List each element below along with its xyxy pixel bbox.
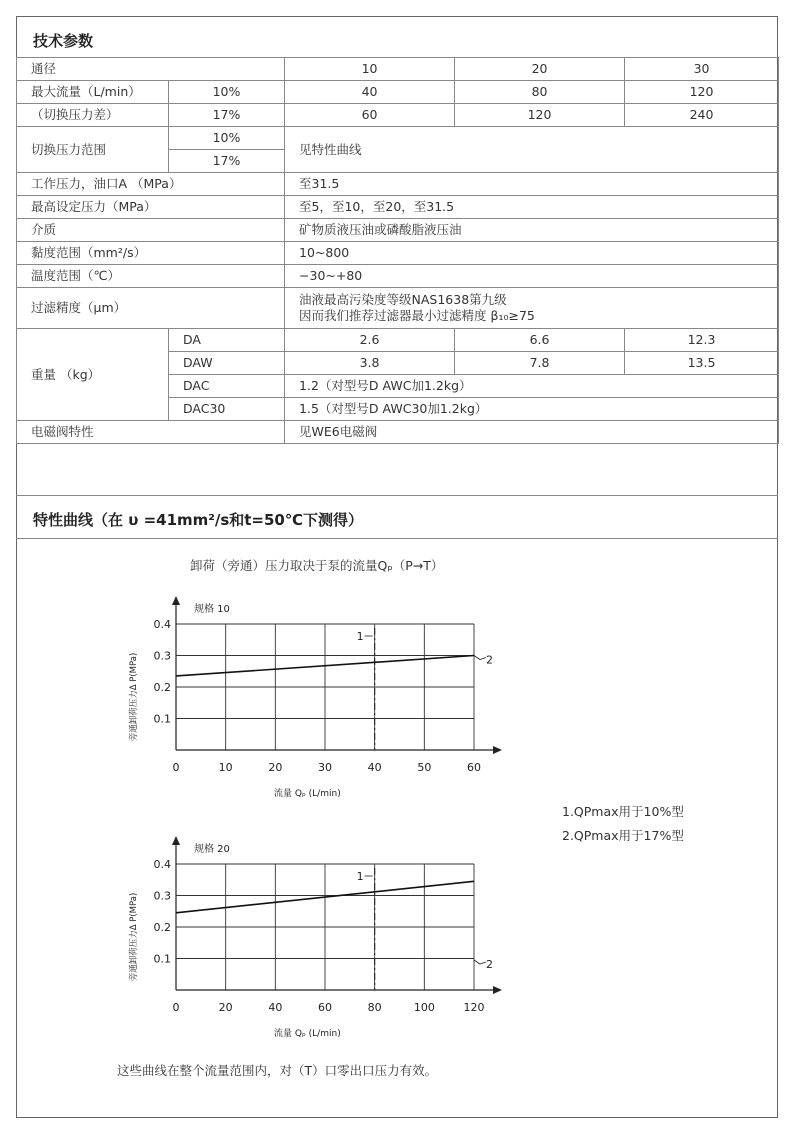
limit-label-1: 1: [356, 870, 364, 883]
footer-note: 这些曲线在整个流量范围内，对（T）口零出口压力有效。: [117, 1063, 438, 1078]
chart-size-10: [110, 596, 530, 811]
x-tick-label: 0: [172, 1001, 180, 1014]
cell-pct: 10%: [169, 127, 285, 150]
note-1: 1.QPmax用于10%型: [562, 804, 684, 819]
row-label: 最大流量（L/min）: [17, 81, 169, 104]
x-axis-arrow: [493, 746, 502, 754]
x-tick-label: 60: [467, 761, 481, 774]
x-tick-label: 60: [318, 1001, 332, 1014]
table-row: [17, 81, 779, 104]
row-label: 重量 （kg）: [17, 329, 169, 421]
y-tick-label: 0.2: [153, 681, 171, 694]
y-tick-label: 0.4: [153, 858, 171, 871]
cell-value: 12.3: [625, 329, 779, 352]
y-tick-label: 0.2: [153, 921, 171, 934]
series-leader-2: [474, 960, 486, 964]
cell-value: 20: [455, 58, 625, 81]
cell-value: 见WE6电磁阀: [285, 421, 779, 444]
table-row: [17, 173, 779, 196]
y-tick-label: 0.3: [153, 889, 171, 903]
table-row: [17, 242, 779, 265]
divider: [16, 495, 778, 496]
x-tick-label: 100: [413, 1001, 435, 1014]
row-label: 最高设定压力（MPa）: [17, 196, 285, 219]
table-row: [17, 219, 779, 242]
cell-value: 1.2（对型号D AWC加1.2kg）: [285, 375, 779, 398]
section-title-curves: 特性曲线（在 υ =41mm²/s和t=50℃下测得）: [33, 511, 364, 529]
limit-label-1: 1: [356, 630, 364, 643]
chart-title: 卸荷（旁通）压力取决于泵的流量Qₚ（P→T）: [190, 558, 444, 573]
cell-value: 6.6: [455, 329, 625, 352]
table-row: [17, 288, 779, 329]
cell-model: DAW: [169, 352, 285, 375]
cell-model: DAC: [169, 375, 285, 398]
chart-subtitle: 规格 20: [194, 844, 230, 855]
y-axis-arrow: [172, 596, 180, 605]
note-2: 2.QPmax用于17%型: [562, 828, 684, 843]
x-tick-label: 50: [417, 761, 432, 774]
x-axis-label: 流量 Qₚ (L/min): [274, 789, 341, 799]
section-title-tech: 技术参数: [33, 32, 94, 50]
cell-value: −30~+80: [285, 265, 779, 288]
table-row: [17, 265, 779, 288]
x-tick-label: 30: [318, 761, 332, 774]
table-row: [17, 421, 779, 444]
cell-pct: 17%: [169, 150, 285, 173]
cell-value: 120: [455, 104, 625, 127]
row-label: 介质: [17, 219, 285, 242]
spec-table: [16, 57, 779, 444]
row-label: 温度范围（℃）: [17, 265, 285, 288]
cell-value: 1.5（对型号D AWC30加1.2kg）: [285, 398, 779, 421]
series-label-2: 2: [486, 958, 493, 971]
cell-value: 7.8: [455, 352, 625, 375]
cell-value: 2.6: [285, 329, 455, 352]
x-tick-label: 0: [172, 761, 180, 774]
y-tick-label: 0.4: [153, 618, 171, 631]
y-tick-label: 0.1: [153, 712, 171, 726]
x-tick-label: 20: [268, 761, 283, 774]
chart-size-20: [110, 836, 530, 1051]
cell-value: 至31.5: [285, 173, 779, 196]
x-tick-label: 40: [268, 1001, 283, 1014]
y-axis-label: 旁通卸荷压力Δ P(MPa): [129, 652, 139, 742]
series-leader-2: [474, 656, 486, 660]
row-label: （切换压力差）: [17, 104, 169, 127]
cell-value: 30: [625, 58, 779, 81]
cell-value: 矿物质液压油或磷酸脂液压油: [285, 219, 779, 242]
row-label: 切换压力范围: [17, 127, 169, 173]
y-axis-arrow: [172, 836, 180, 845]
table-row: [17, 58, 779, 81]
row-label: 黏度范围（mm²/s）: [17, 242, 285, 265]
table-row: [17, 329, 779, 352]
row-label: 过滤精度（μm）: [17, 288, 285, 329]
cell-value: 40: [285, 81, 455, 104]
chart-subtitle: 规格 10: [194, 604, 230, 615]
cell-model: DAC30: [169, 398, 285, 421]
cell-value: 120: [625, 81, 779, 104]
table-row: [17, 127, 779, 150]
table-row: [17, 104, 779, 127]
cell-value: 10: [285, 58, 455, 81]
row-label: 通径: [17, 58, 285, 81]
x-axis-arrow: [493, 986, 502, 994]
row-label: 电磁阀特性: [17, 421, 285, 444]
cell-value: 240: [625, 104, 779, 127]
cell-value: 60: [285, 104, 455, 127]
cell-value: 80: [455, 81, 625, 104]
cell-value: 见特性曲线: [285, 127, 779, 173]
cell-value: [285, 288, 779, 329]
cell-value: 13.5: [625, 352, 779, 375]
cell-value: 3.8: [285, 352, 455, 375]
y-axis-label: 旁通卸荷压力Δ P(MPa): [129, 892, 139, 982]
cell-value: 10~800: [285, 242, 779, 265]
x-axis-label: 流量 Qₚ (L/min): [274, 1029, 341, 1039]
cell-model: DA: [169, 329, 285, 352]
x-tick-label: 120: [463, 1001, 485, 1014]
divider: [16, 538, 778, 539]
row-label: 工作压力，油口A （MPa）: [17, 173, 285, 196]
table-row: [17, 196, 779, 219]
y-tick-label: 0.1: [153, 952, 171, 966]
x-tick-label: 20: [218, 1001, 233, 1014]
filter-line-1: 油液最高污染度等级NAS1638第九级: [299, 292, 507, 307]
x-tick-label: 10: [218, 761, 233, 774]
cell-pct: 17%: [169, 104, 285, 127]
y-tick-label: 0.3: [153, 649, 171, 663]
x-tick-label: 40: [367, 761, 382, 774]
filter-line-2: 因而我们推荐过滤器最小过滤精度 β₁₀≥75: [299, 308, 535, 323]
cell-pct: 10%: [169, 81, 285, 104]
x-tick-label: 80: [367, 1001, 382, 1014]
cell-value: 至5，至10，至20，至31.5: [285, 196, 779, 219]
series-label-2: 2: [486, 653, 493, 667]
